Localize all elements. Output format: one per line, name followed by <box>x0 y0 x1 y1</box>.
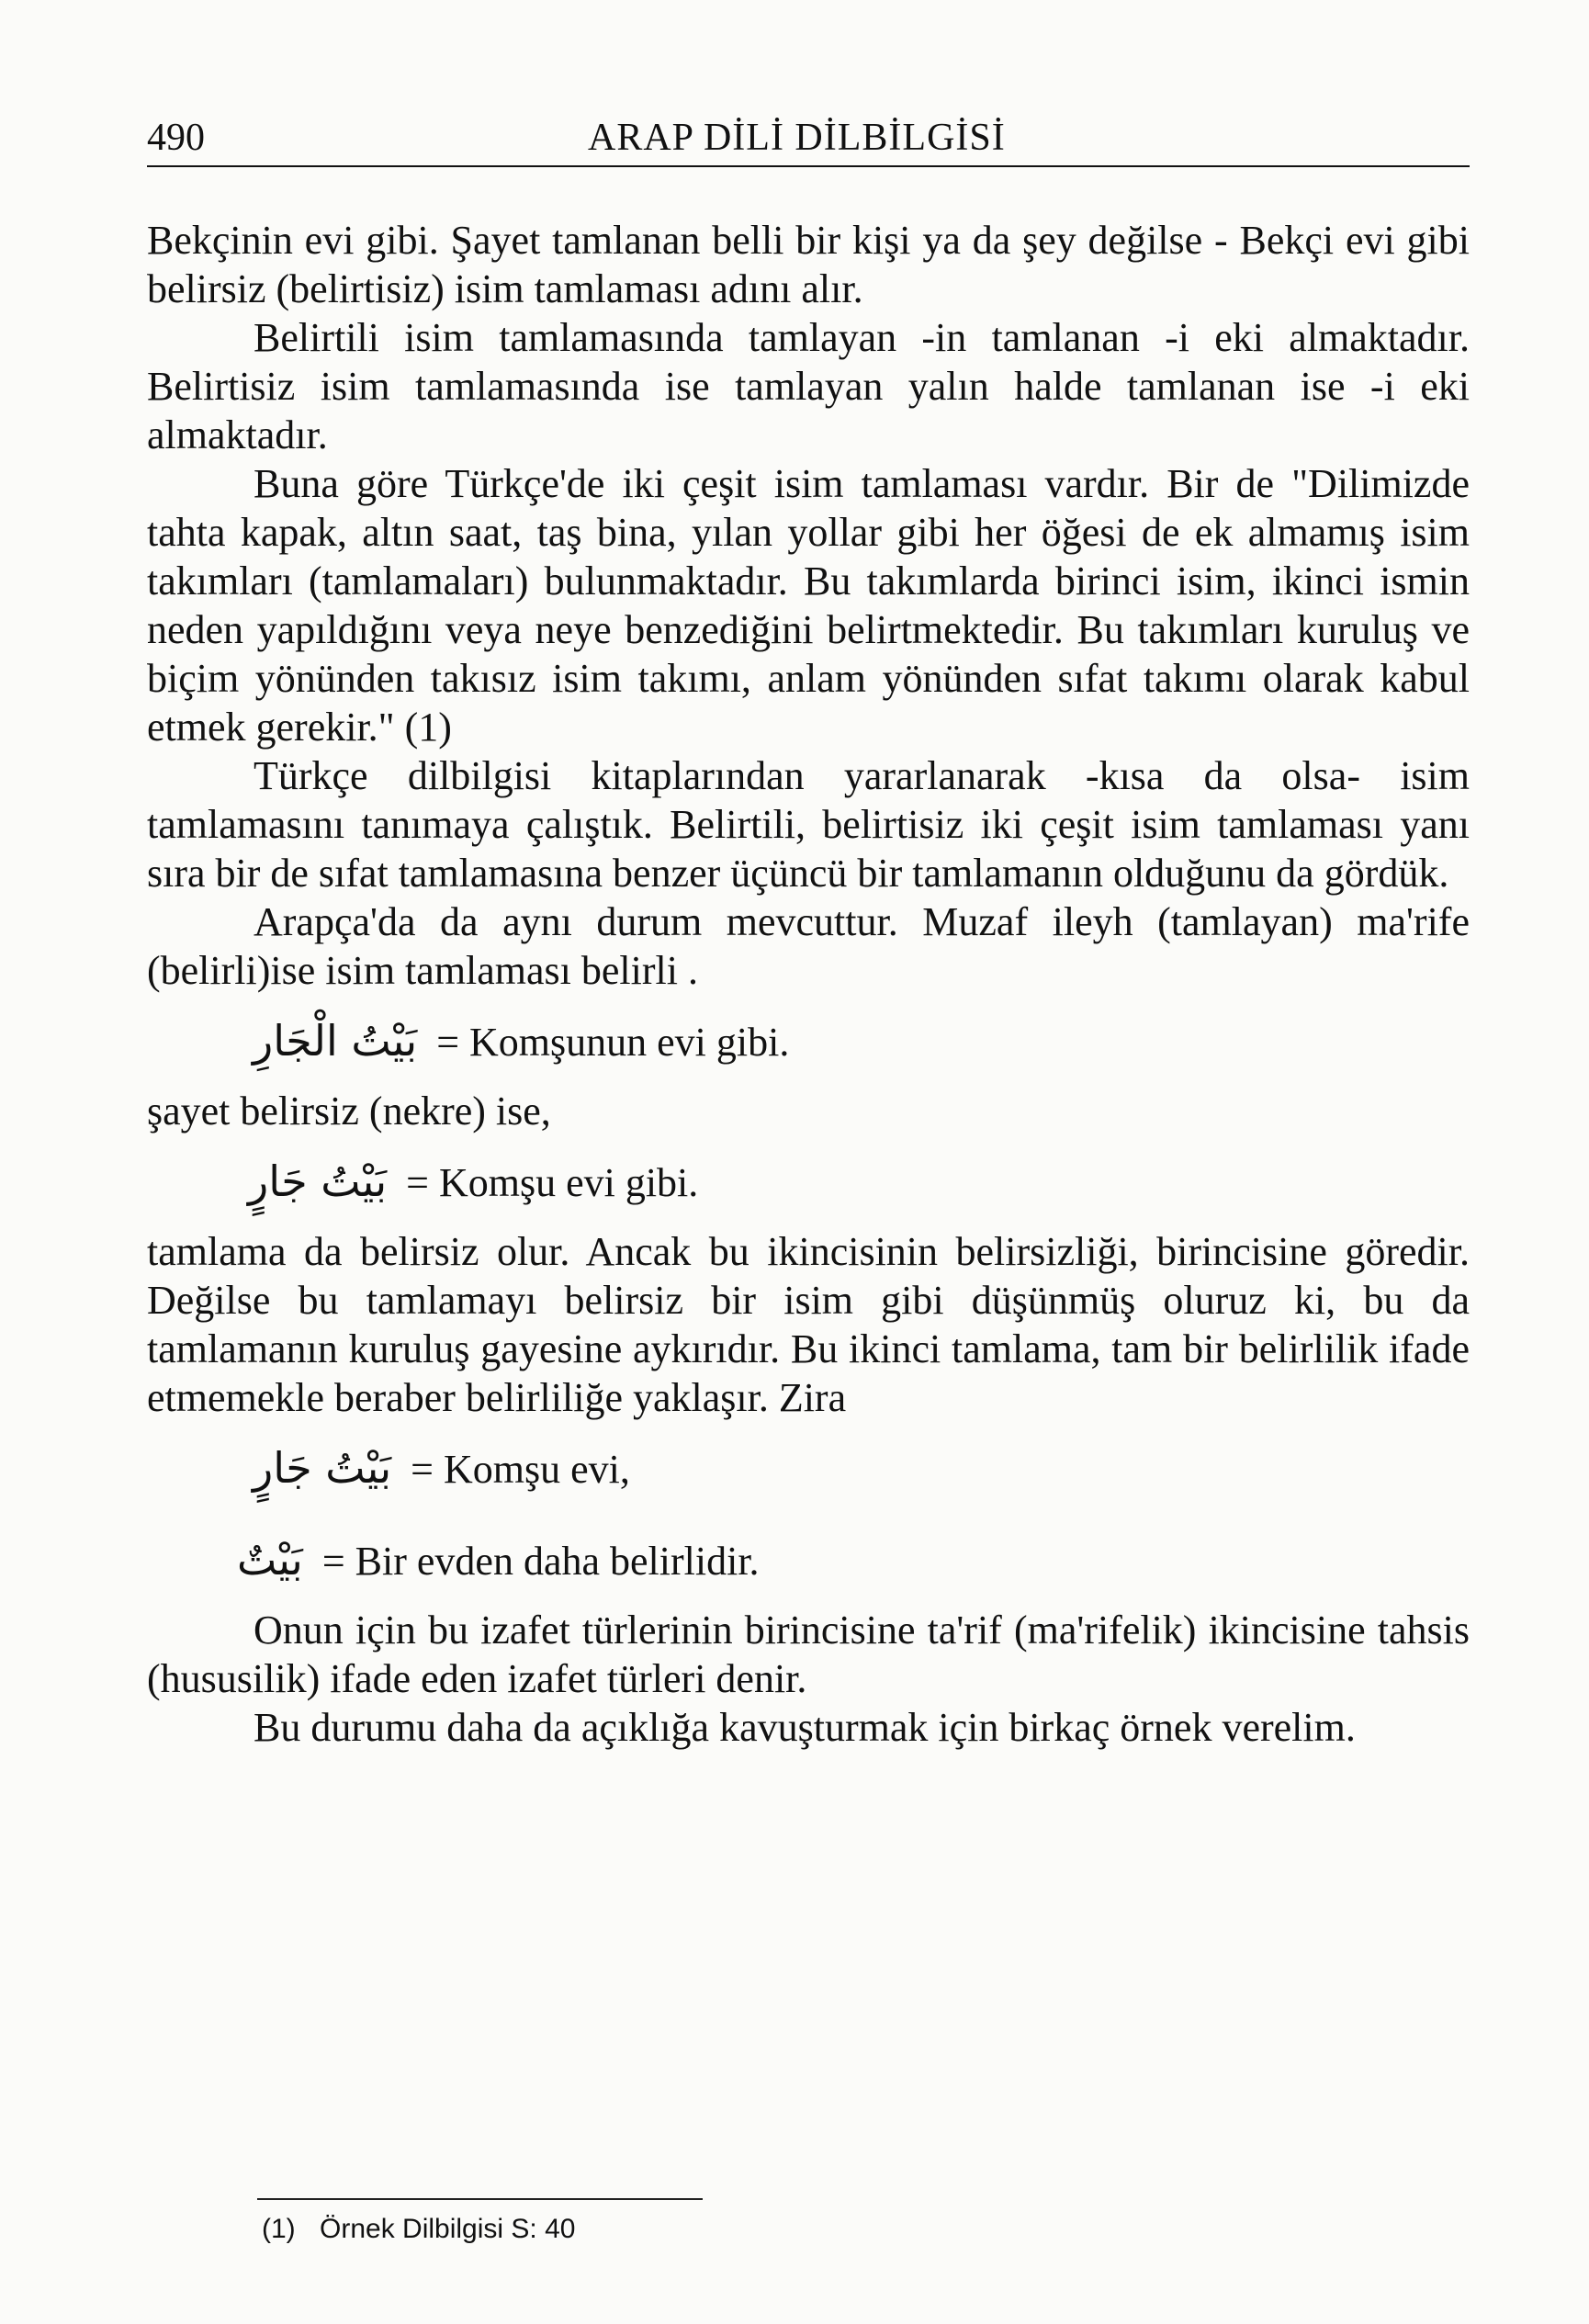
footnote <box>262 2214 575 2245</box>
example-2 <box>147 1135 1470 1227</box>
main-text <box>147 216 1470 1752</box>
footnote-rule <box>257 2198 703 2200</box>
paragraph-2: Belirtili isim tamlamasında tamlayan -in tamlanan -i eki almaktadır. Belirtisiz isim tamlamasında ise tamlayan yalın halde tamlanan ise -i eki almaktadır. <box>147 315 1470 457</box>
paragraph-5: Arapça'da da aynı durum mevcuttur. Muzaf ileyh (tamlayan) ma'rife (belirli)ise isim tamlaması belirli . <box>147 899 1470 993</box>
example-4-arabic: بَيْتٌ <box>237 1535 303 1585</box>
example-3-gloss: = Komşu evi, <box>411 1447 630 1492</box>
example-4-gloss: = Bir evden daha belirlidir. <box>321 1539 760 1584</box>
running-header <box>147 108 1470 167</box>
example-2-arabic: بَيْتُ جَارٍ <box>248 1156 388 1206</box>
paragraph-4: Türkçe dilbilgisi kitaplarından yararlanarak -kısa da olsa- isim tamlamasını tanımaya çalıştık. Belirtili, belirtisiz iki çeşit isim tamlaması yanı sıra bir de sıfat tamlamasına benzer üçüncü bir tamlamanın olduğunu da gördük. <box>147 753 1470 896</box>
paragraph-3: Buna göre Türkçe'de iki çeşit isim tamlaması vardır. Bir de "Dilimizde tahta kapak, altın saat, taş bina, yılan yollar gibi her öğesi de ek almamış isim takımları (tamlamaları) bulunmaktadır. Bu takımlarda birinci isim, ikinci ismin neden yapıldığını veya neye benzediğini belirtmektedir. Bu takımları kuruluş ve biçim yönünden takısız isim takımı, anlam yönünden sıfat takımı olarak kabul etmek gerekir." (1) <box>147 461 1470 750</box>
page-number: 490 <box>147 117 205 159</box>
example-1 <box>147 995 1470 1087</box>
footnote-text: Örnek Dilbilgisi S: 40 <box>320 2214 576 2244</box>
example-2-gloss: = Komşu evi gibi. <box>406 1160 699 1205</box>
paragraph-7: tamlama da belirsiz olur. Ancak bu ikincisinin belirsizliği, birincisine göredir. Değilse bu tamlamayı belirsiz bir isim gibi düşünmüş oluruz ki, bu da tamlamanın kuruluş gayesine aykırıdır. Bu ikinci tamlama, tam bir belirlilik ifade etmemekle beraber belirliliğe yaklaşır. Zira <box>147 1229 1470 1420</box>
example-1-gloss: = Komşunun evi gibi. <box>436 1020 790 1065</box>
footnote-number: (1) <box>262 2214 296 2244</box>
paragraph-6: şayet belirsiz (nekre) ise, <box>147 1089 551 1134</box>
paragraph-1: Bekçinin evi gibi. Şayet tamlanan belli bir kişi ya da şey değilse - Bekçi evi gibi belirsiz (belirtisiz) isim tamlaması adını alır. <box>147 218 1470 311</box>
example-1-arabic: بَيْتُ الْجَارِ <box>253 1016 418 1066</box>
paragraph-8: Onun için bu izafet türlerinin birincisine ta'rif (ma'rifelik) ikincisine tahsis (hususilik) ifade eden izafet türleri denir. <box>147 1608 1470 1701</box>
paragraph-9: Bu durumu daha da açıklığa kavuşturmak için birkaç örnek verelim. <box>254 1705 1356 1750</box>
running-title: ARAP DİLİ DİLBİLGİSİ <box>588 117 1006 159</box>
example-3-arabic: بَيْتُ جَارٍ <box>253 1443 392 1493</box>
example-4 <box>147 1514 1470 1606</box>
example-3 <box>147 1422 1470 1514</box>
